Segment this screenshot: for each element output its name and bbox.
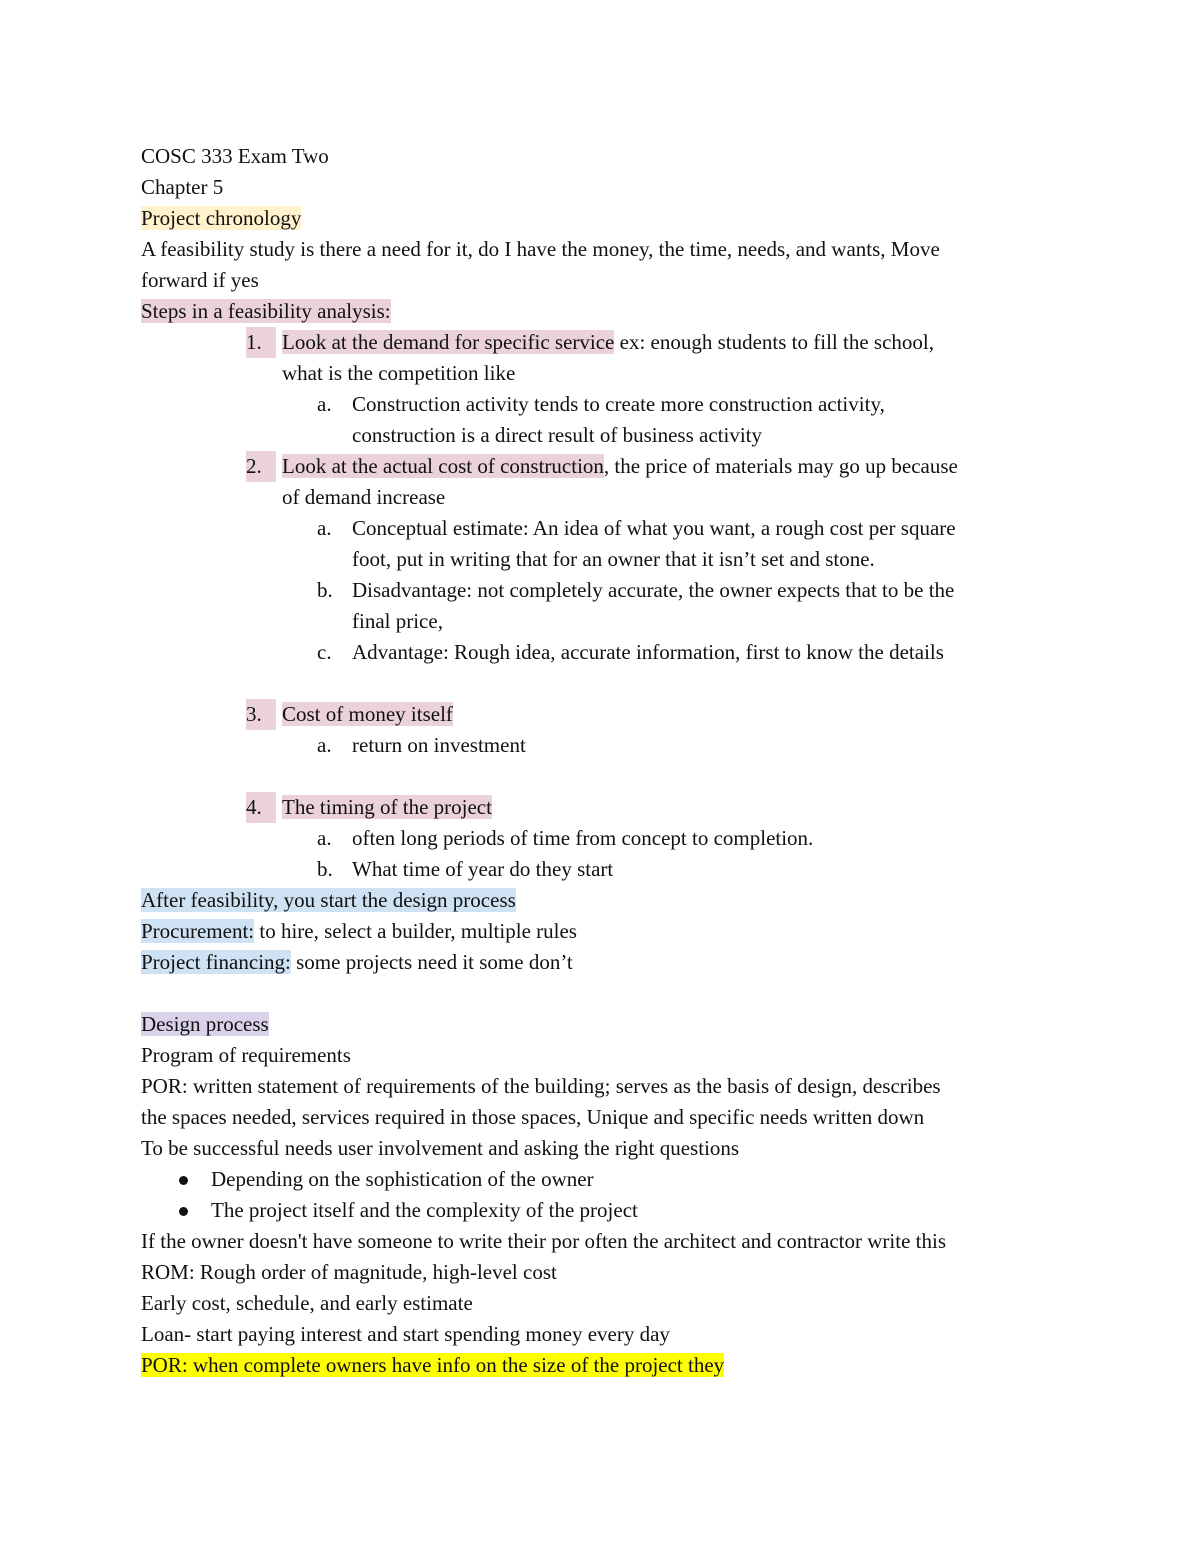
bullet-icon (179, 1207, 188, 1216)
sub-item-text: Construction activity tends to create more construction activity, (352, 392, 885, 416)
list-letter: a. (317, 733, 332, 757)
sub-item-text: construction is a direct result of business activity (352, 423, 762, 447)
paragraph-line: Loan- start paying interest and start spending money every day (141, 1322, 670, 1346)
highlighted-text: After feasibility, you start the design process (141, 888, 516, 912)
bullet-text: The project itself and the complexity of the project (211, 1198, 638, 1222)
list-letter: b. (317, 857, 333, 881)
list-letter: a. (317, 392, 332, 416)
highlighted-text: Cost of money itself (282, 702, 453, 726)
list-item (141, 792, 1056, 823)
steps-heading (141, 296, 1056, 327)
paragraph-line: Program of requirements (141, 1043, 351, 1067)
highlighted-text: POR: when complete owners have info on the size of the project they (141, 1353, 725, 1377)
list-letter: b. (317, 578, 333, 602)
list-item-text: what is the competition like (282, 361, 516, 385)
text-span: some projects need it some don’t (290, 950, 573, 974)
list-item-text (282, 699, 1056, 730)
list-number: 3. (246, 699, 276, 730)
sub-list-item (141, 513, 1056, 575)
paragraph-line: A feasibility study is there a need for it, do I have the money, the time, needs, and wants, Move (141, 237, 940, 261)
after-feasibility-line (141, 885, 1056, 916)
sub-item-text: often long periods of time from concept to completion. (352, 826, 814, 850)
sub-item-text: Disadvantage: not completely accurate, the owner expects that to be the (352, 578, 955, 602)
bullet-item (141, 1164, 1056, 1195)
paragraph-line: forward if yes (141, 268, 259, 292)
section-heading-design (141, 1009, 1056, 1040)
sub-list-item (141, 637, 1056, 668)
sub-item-text: foot, put in writing that for an owner that it isn’t set and stone. (352, 547, 875, 571)
financing-line (141, 947, 1056, 978)
sub-list-item (141, 823, 1056, 854)
sub-list-item (141, 575, 1056, 637)
sub-item-text: return on investment (352, 733, 526, 757)
blank-line (141, 978, 1056, 1009)
list-item-text (282, 327, 1056, 358)
paragraph-line: the spaces needed, services required in those spaces, Unique and specific needs written down (141, 1105, 925, 1129)
list-letter: a. (317, 516, 332, 540)
bullet-icon (179, 1176, 188, 1185)
list-letter: c. (317, 640, 332, 664)
sub-list-item (141, 730, 1056, 761)
procurement-line (141, 916, 1056, 947)
list-item-text: of demand increase (282, 485, 446, 509)
paragraph-line: Early cost, schedule, and early estimate (141, 1291, 473, 1315)
por-final-line (141, 1350, 1056, 1381)
highlighted-text: Steps in a feasibility analysis: (141, 299, 391, 323)
paragraph-line: To be successful needs user involvement and asking the right questions (141, 1136, 740, 1160)
list-number: 4. (246, 792, 276, 823)
list-item-text (282, 451, 1056, 482)
document-title: COSC 333 Exam Two (141, 144, 329, 168)
text-span: to hire, select a builder, multiple rules (254, 919, 577, 943)
list-item-text (282, 792, 1056, 823)
paragraph-line: POR: written statement of requirements of the building; serves as the basis of design, describes (141, 1074, 941, 1098)
list-item (141, 451, 1056, 513)
sub-item-text: Conceptual estimate: An idea of what you want, a rough cost per square (352, 516, 956, 540)
paragraph-line: ROM: Rough order of magnitude, high-level cost (141, 1260, 557, 1284)
bullet-text: Depending on the sophistication of the owner (211, 1167, 594, 1191)
highlighted-text: Design process (141, 1012, 269, 1036)
blank-line (141, 761, 1056, 792)
sub-item-text: final price, (352, 609, 443, 633)
list-number: 2. (246, 451, 276, 482)
sub-list-item (141, 389, 1056, 451)
section-heading-chronology (141, 203, 1056, 234)
sub-item-text: Advantage: Rough idea, accurate information, first to know the details (352, 640, 944, 664)
text-span: ex: enough students to fill the school, (614, 330, 934, 354)
highlighted-text: The timing of the project (282, 795, 492, 819)
highlighted-text: Look at the actual cost of construction (282, 454, 604, 478)
sub-list-item (141, 854, 1056, 885)
highlighted-text: Project financing: (141, 950, 291, 974)
list-item (141, 699, 1056, 730)
highlighted-text: Look at the demand for specific service (282, 330, 615, 354)
sub-item-text: What time of year do they start (352, 857, 614, 881)
text-span: , the price of materials may go up because (603, 454, 958, 478)
chapter-label: Chapter 5 (141, 175, 224, 199)
list-letter: a. (317, 826, 332, 850)
paragraph-line: If the owner doesn't have someone to write their por often the architect and contractor write this (141, 1229, 946, 1253)
highlighted-text: Project chronology (141, 206, 302, 230)
document-body (141, 141, 1056, 1381)
list-item (141, 327, 1056, 389)
bullet-item (141, 1195, 1056, 1226)
list-number: 1. (246, 327, 276, 358)
highlighted-text: Procurement: (141, 919, 255, 943)
blank-line (141, 668, 1056, 699)
